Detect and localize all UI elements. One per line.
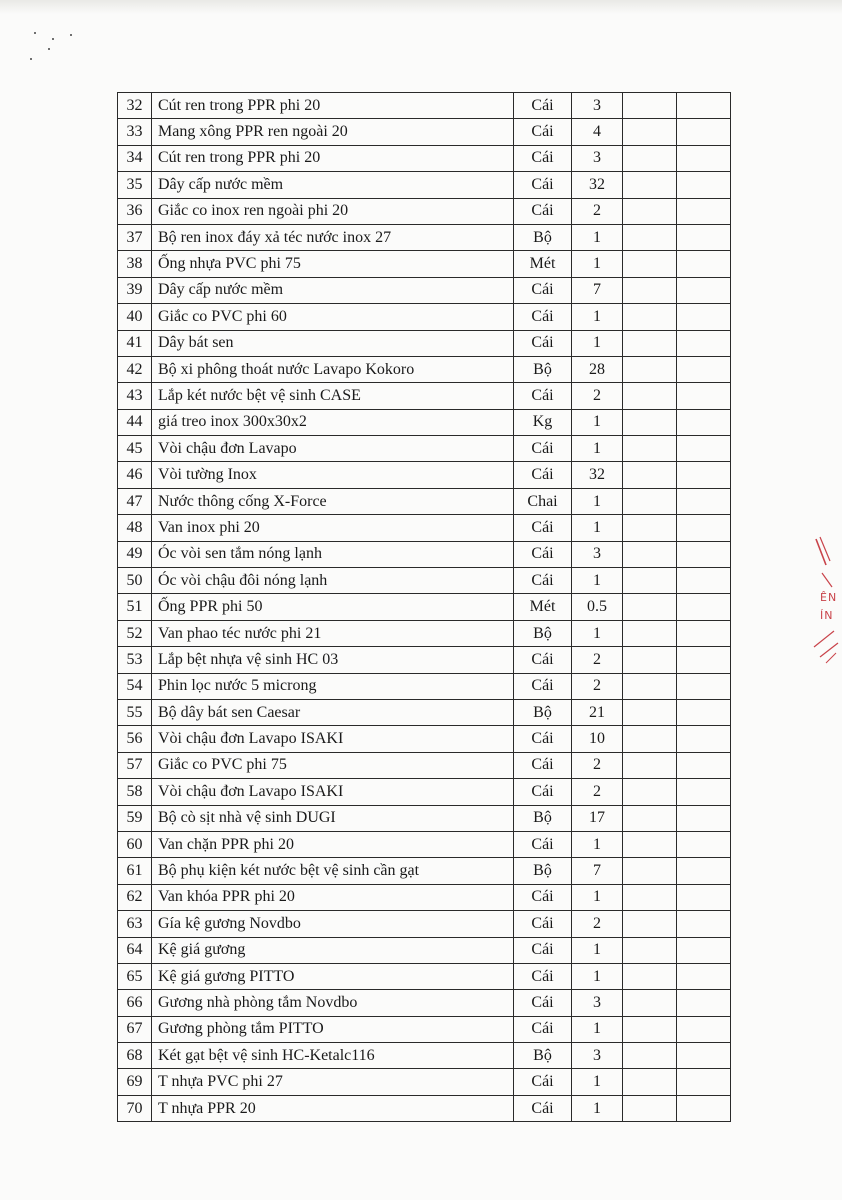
no-cell: 67 — [118, 1016, 152, 1042]
empty-cell — [623, 594, 677, 620]
no-cell: 42 — [118, 356, 152, 382]
no-cell: 39 — [118, 277, 152, 303]
unit-cell: Cái — [514, 1016, 572, 1042]
qty-cell: 1 — [572, 436, 623, 462]
empty-cell — [677, 858, 731, 884]
unit-cell: Cái — [514, 726, 572, 752]
table-row — [118, 198, 731, 224]
name-cell: Két gạt bệt vệ sinh HC-Ketalc116 — [152, 1043, 514, 1069]
empty-cell — [623, 356, 677, 382]
qty-cell: 1 — [572, 251, 623, 277]
table-row — [118, 436, 731, 462]
name-cell: Dây cấp nước mềm — [152, 172, 514, 198]
unit-cell: Cái — [514, 277, 572, 303]
no-cell: 63 — [118, 911, 152, 937]
name-cell: Van khóa PPR phi 20 — [152, 884, 514, 910]
unit-cell: Cái — [514, 436, 572, 462]
empty-cell — [623, 1095, 677, 1121]
empty-cell — [677, 541, 731, 567]
unit-cell: Bộ — [514, 620, 572, 646]
name-cell: Lắp két nước bệt vệ sinh CASE — [152, 383, 514, 409]
table-row — [118, 647, 731, 673]
empty-cell — [677, 620, 731, 646]
empty-cell — [677, 911, 731, 937]
unit-cell: Bộ — [514, 699, 572, 725]
no-cell: 43 — [118, 383, 152, 409]
empty-cell — [623, 277, 677, 303]
table-row — [118, 699, 731, 725]
unit-cell: Bộ — [514, 858, 572, 884]
unit-cell: Cái — [514, 383, 572, 409]
qty-cell: 1 — [572, 1069, 623, 1095]
name-cell: Óc vòi sen tắm nóng lạnh — [152, 541, 514, 567]
table-row — [118, 620, 731, 646]
qty-cell: 1 — [572, 1095, 623, 1121]
table-row — [118, 409, 731, 435]
empty-cell — [623, 1043, 677, 1069]
empty-cell — [677, 699, 731, 725]
empty-cell — [677, 884, 731, 910]
empty-cell — [623, 172, 677, 198]
unit-cell: Cái — [514, 93, 572, 119]
empty-cell — [623, 515, 677, 541]
empty-cell — [623, 911, 677, 937]
qty-cell: 3 — [572, 145, 623, 171]
red-stamp-fragment — [806, 535, 842, 685]
empty-cell — [677, 436, 731, 462]
empty-cell — [677, 1095, 731, 1121]
name-cell: Kệ giá gương — [152, 937, 514, 963]
scan-specks — [30, 30, 90, 70]
empty-cell — [623, 990, 677, 1016]
unit-cell: Cái — [514, 304, 572, 330]
table-row — [118, 1016, 731, 1042]
empty-cell — [623, 779, 677, 805]
name-cell: Vòi chậu đơn Lavapo ISAKI — [152, 726, 514, 752]
qty-cell: 1 — [572, 884, 623, 910]
empty-cell — [677, 277, 731, 303]
table-row — [118, 1069, 731, 1095]
no-cell: 59 — [118, 805, 152, 831]
unit-cell: Bộ — [514, 356, 572, 382]
materials-table-body — [118, 93, 731, 1122]
empty-cell — [677, 251, 731, 277]
table-row — [118, 251, 731, 277]
unit-cell: Cái — [514, 963, 572, 989]
name-cell: Vòi tường Inox — [152, 462, 514, 488]
empty-cell — [677, 409, 731, 435]
qty-cell: 21 — [572, 699, 623, 725]
unit-cell: Chai — [514, 488, 572, 514]
table-row — [118, 1043, 731, 1069]
qty-cell: 1 — [572, 1016, 623, 1042]
empty-cell — [677, 383, 731, 409]
no-cell: 36 — [118, 198, 152, 224]
table-row — [118, 858, 731, 884]
qty-cell: 32 — [572, 462, 623, 488]
no-cell: 64 — [118, 937, 152, 963]
empty-cell — [677, 568, 731, 594]
name-cell: Gương nhà phòng tắm Novdbo — [152, 990, 514, 1016]
empty-cell — [677, 673, 731, 699]
empty-cell — [623, 462, 677, 488]
name-cell: T nhựa PVC phi 27 — [152, 1069, 514, 1095]
qty-cell: 4 — [572, 119, 623, 145]
unit-cell: Cái — [514, 752, 572, 778]
empty-cell — [677, 462, 731, 488]
unit-cell: Cái — [514, 1069, 572, 1095]
name-cell: Ống nhựa PVC phi 75 — [152, 251, 514, 277]
name-cell: Vòi chậu đơn Lavapo ISAKI — [152, 779, 514, 805]
empty-cell — [623, 383, 677, 409]
no-cell: 34 — [118, 145, 152, 171]
qty-cell: 1 — [572, 304, 623, 330]
empty-cell — [623, 884, 677, 910]
no-cell: 68 — [118, 1043, 152, 1069]
name-cell: T nhựa PPR 20 — [152, 1095, 514, 1121]
qty-cell: 3 — [572, 93, 623, 119]
qty-cell: 1 — [572, 330, 623, 356]
name-cell: Giắc co PVC phi 75 — [152, 752, 514, 778]
table-row — [118, 172, 731, 198]
empty-cell — [677, 779, 731, 805]
table-row — [118, 462, 731, 488]
empty-cell — [677, 515, 731, 541]
empty-cell — [623, 937, 677, 963]
empty-cell — [623, 304, 677, 330]
empty-cell — [677, 145, 731, 171]
table-row — [118, 541, 731, 567]
qty-cell: 1 — [572, 488, 623, 514]
qty-cell: 10 — [572, 726, 623, 752]
qty-cell: 0.5 — [572, 594, 623, 620]
unit-cell: Cái — [514, 462, 572, 488]
qty-cell: 17 — [572, 805, 623, 831]
table-row — [118, 488, 731, 514]
name-cell: Cút ren trong PPR phi 20 — [152, 93, 514, 119]
name-cell: Bộ xi phông thoát nước Lavapo Kokoro — [152, 356, 514, 382]
unit-cell: Cái — [514, 330, 572, 356]
no-cell: 33 — [118, 119, 152, 145]
empty-cell — [677, 752, 731, 778]
name-cell: Bộ ren inox đáy xả téc nước inox 27 — [152, 224, 514, 250]
table-row — [118, 304, 731, 330]
empty-cell — [623, 752, 677, 778]
qty-cell: 1 — [572, 937, 623, 963]
empty-cell — [677, 198, 731, 224]
empty-cell — [677, 224, 731, 250]
name-cell: Vòi chậu đơn Lavapo — [152, 436, 514, 462]
empty-cell — [623, 1069, 677, 1095]
stamp-text-2: ÍN — [820, 609, 834, 622]
empty-cell — [623, 963, 677, 989]
no-cell: 65 — [118, 963, 152, 989]
name-cell: Phin lọc nước 5 microng — [152, 673, 514, 699]
qty-cell: 1 — [572, 963, 623, 989]
unit-cell: Cái — [514, 831, 572, 857]
no-cell: 40 — [118, 304, 152, 330]
no-cell: 47 — [118, 488, 152, 514]
empty-cell — [623, 119, 677, 145]
unit-cell: Mét — [514, 251, 572, 277]
no-cell: 35 — [118, 172, 152, 198]
page-edge-shadow — [0, 0, 842, 14]
name-cell: Kệ giá gương PITTO — [152, 963, 514, 989]
empty-cell — [677, 1016, 731, 1042]
qty-cell: 1 — [572, 224, 623, 250]
empty-cell — [623, 224, 677, 250]
name-cell: Dây bát sen — [152, 330, 514, 356]
no-cell: 70 — [118, 1095, 152, 1121]
qty-cell: 3 — [572, 990, 623, 1016]
empty-cell — [677, 831, 731, 857]
unit-cell: Cái — [514, 647, 572, 673]
name-cell: Cút ren trong PPR phi 20 — [152, 145, 514, 171]
unit-cell: Cái — [514, 515, 572, 541]
table-row — [118, 224, 731, 250]
name-cell: Van inox phi 20 — [152, 515, 514, 541]
no-cell: 53 — [118, 647, 152, 673]
name-cell: Gía kệ gương Novdbo — [152, 911, 514, 937]
empty-cell — [677, 990, 731, 1016]
table-row — [118, 568, 731, 594]
no-cell: 57 — [118, 752, 152, 778]
table-row — [118, 356, 731, 382]
name-cell: Bộ cò sịt nhà vệ sinh DUGI — [152, 805, 514, 831]
qty-cell: 2 — [572, 647, 623, 673]
no-cell: 52 — [118, 620, 152, 646]
name-cell: giá treo inox 300x30x2 — [152, 409, 514, 435]
empty-cell — [623, 251, 677, 277]
qty-cell: 28 — [572, 356, 623, 382]
empty-cell — [677, 1069, 731, 1095]
qty-cell: 2 — [572, 779, 623, 805]
table-row — [118, 1095, 731, 1121]
empty-cell — [623, 568, 677, 594]
empty-cell — [677, 726, 731, 752]
table-row — [118, 752, 731, 778]
empty-cell — [623, 436, 677, 462]
name-cell: Óc vòi chậu đôi nóng lạnh — [152, 568, 514, 594]
empty-cell — [623, 699, 677, 725]
table-row — [118, 831, 731, 857]
empty-cell — [623, 198, 677, 224]
qty-cell: 2 — [572, 198, 623, 224]
no-cell: 48 — [118, 515, 152, 541]
empty-cell — [623, 409, 677, 435]
no-cell: 44 — [118, 409, 152, 435]
table-row — [118, 990, 731, 1016]
no-cell: 61 — [118, 858, 152, 884]
qty-cell: 1 — [572, 620, 623, 646]
name-cell: Bộ dây bát sen Caesar — [152, 699, 514, 725]
no-cell: 56 — [118, 726, 152, 752]
qty-cell: 3 — [572, 1043, 623, 1069]
empty-cell — [623, 541, 677, 567]
empty-cell — [677, 937, 731, 963]
qty-cell: 1 — [572, 409, 623, 435]
no-cell: 62 — [118, 884, 152, 910]
qty-cell: 7 — [572, 277, 623, 303]
unit-cell: Cái — [514, 779, 572, 805]
stamp-text-1: ÊN — [820, 591, 838, 604]
name-cell: Van chặn PPR phi 20 — [152, 831, 514, 857]
table-row — [118, 383, 731, 409]
empty-cell — [677, 805, 731, 831]
unit-cell: Cái — [514, 884, 572, 910]
empty-cell — [677, 356, 731, 382]
table-row — [118, 726, 731, 752]
no-cell: 54 — [118, 673, 152, 699]
no-cell: 37 — [118, 224, 152, 250]
table-row — [118, 805, 731, 831]
table-row — [118, 884, 731, 910]
table-row — [118, 911, 731, 937]
empty-cell — [623, 93, 677, 119]
empty-cell — [623, 805, 677, 831]
materials-table — [117, 92, 731, 1122]
empty-cell — [623, 726, 677, 752]
name-cell: Mang xông PPR ren ngoài 20 — [152, 119, 514, 145]
qty-cell: 7 — [572, 858, 623, 884]
unit-cell: Bộ — [514, 224, 572, 250]
no-cell: 46 — [118, 462, 152, 488]
unit-cell: Kg — [514, 409, 572, 435]
unit-cell: Cái — [514, 990, 572, 1016]
qty-cell: 2 — [572, 752, 623, 778]
table-row — [118, 779, 731, 805]
table-row — [118, 330, 731, 356]
qty-cell: 1 — [572, 515, 623, 541]
empty-cell — [623, 330, 677, 356]
qty-cell: 2 — [572, 383, 623, 409]
empty-cell — [677, 330, 731, 356]
no-cell: 41 — [118, 330, 152, 356]
empty-cell — [623, 488, 677, 514]
name-cell: Van phao téc nước phi 21 — [152, 620, 514, 646]
no-cell: 51 — [118, 594, 152, 620]
empty-cell — [677, 119, 731, 145]
empty-cell — [623, 1016, 677, 1042]
qty-cell: 32 — [572, 172, 623, 198]
qty-cell: 1 — [572, 568, 623, 594]
unit-cell: Cái — [514, 911, 572, 937]
no-cell: 45 — [118, 436, 152, 462]
table-row — [118, 937, 731, 963]
table-row — [118, 594, 731, 620]
unit-cell: Cái — [514, 119, 572, 145]
name-cell: Giắc co inox ren ngoài phi 20 — [152, 198, 514, 224]
no-cell: 69 — [118, 1069, 152, 1095]
table-row — [118, 963, 731, 989]
table-row — [118, 119, 731, 145]
name-cell: Giắc co PVC phi 60 — [152, 304, 514, 330]
qty-cell: 2 — [572, 911, 623, 937]
unit-cell: Cái — [514, 673, 572, 699]
empty-cell — [677, 488, 731, 514]
name-cell: Ống PPR phi 50 — [152, 594, 514, 620]
empty-cell — [677, 963, 731, 989]
unit-cell: Bộ — [514, 805, 572, 831]
empty-cell — [677, 172, 731, 198]
name-cell: Lắp bệt nhựa vệ sinh HC 03 — [152, 647, 514, 673]
empty-cell — [623, 620, 677, 646]
no-cell: 60 — [118, 831, 152, 857]
table-row — [118, 145, 731, 171]
empty-cell — [623, 858, 677, 884]
no-cell: 50 — [118, 568, 152, 594]
unit-cell: Cái — [514, 568, 572, 594]
table-row — [118, 277, 731, 303]
no-cell: 55 — [118, 699, 152, 725]
unit-cell: Cái — [514, 1095, 572, 1121]
name-cell: Nước thông cống X-Force — [152, 488, 514, 514]
qty-cell: 3 — [572, 541, 623, 567]
qty-cell: 2 — [572, 673, 623, 699]
empty-cell — [677, 647, 731, 673]
empty-cell — [677, 304, 731, 330]
table-row — [118, 93, 731, 119]
empty-cell — [623, 145, 677, 171]
empty-cell — [623, 647, 677, 673]
no-cell: 49 — [118, 541, 152, 567]
qty-cell: 1 — [572, 831, 623, 857]
table-row — [118, 673, 731, 699]
empty-cell — [623, 831, 677, 857]
empty-cell — [677, 1043, 731, 1069]
no-cell: 58 — [118, 779, 152, 805]
no-cell: 38 — [118, 251, 152, 277]
name-cell: Gương phòng tắm PITTO — [152, 1016, 514, 1042]
name-cell: Dây cấp nước mềm — [152, 277, 514, 303]
unit-cell: Cái — [514, 937, 572, 963]
name-cell: Bộ phụ kiện két nước bệt vệ sinh cần gạt — [152, 858, 514, 884]
unit-cell: Cái — [514, 172, 572, 198]
unit-cell: Cái — [514, 198, 572, 224]
no-cell: 32 — [118, 93, 152, 119]
empty-cell — [677, 594, 731, 620]
unit-cell: Cái — [514, 145, 572, 171]
empty-cell — [623, 673, 677, 699]
unit-cell: Mét — [514, 594, 572, 620]
no-cell: 66 — [118, 990, 152, 1016]
unit-cell: Bộ — [514, 1043, 572, 1069]
empty-cell — [677, 93, 731, 119]
table-row — [118, 515, 731, 541]
unit-cell: Cái — [514, 541, 572, 567]
